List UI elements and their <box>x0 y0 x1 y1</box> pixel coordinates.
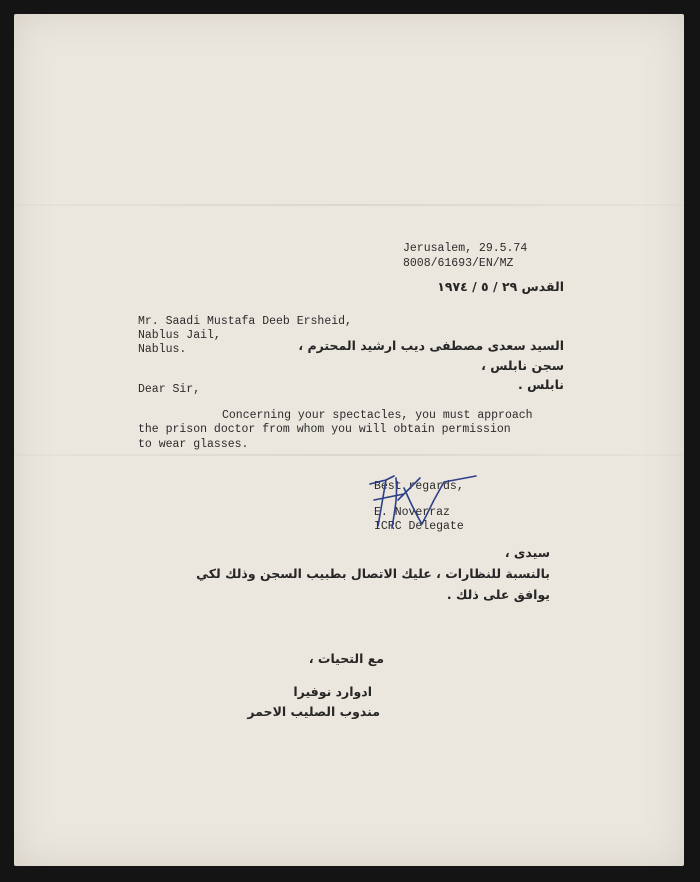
recipient-name: Mr. Saadi Mustafa Deeb Ersheid, <box>138 315 352 328</box>
arabic-body-line: يوافق على ذلك . <box>446 587 550 602</box>
arabic-signer-title: مندوب الصليب الاحمر <box>247 704 380 719</box>
arabic-closing: مع التحيات ، <box>308 651 384 666</box>
signer-title: ICRC Delegate <box>374 520 464 533</box>
recipient-line-2: Nablus Jail, <box>138 329 221 342</box>
signer-name: E. Noverraz <box>374 506 450 519</box>
body-line: the prison doctor from whom you will obtain permission <box>138 423 511 436</box>
place-date: Jerusalem, 29.5.74 <box>403 242 528 255</box>
letter-page <box>14 14 684 866</box>
recipient-line-3: Nablus. <box>138 343 187 356</box>
reference-number: 8008/61693/EN/MZ <box>403 257 514 270</box>
paper-fold <box>14 454 684 456</box>
arabic-signer-name: ادوارد نوفيرا <box>293 684 372 699</box>
arabic-salutation: سيدى ، <box>504 545 550 560</box>
body-line: Concerning your spectacles, you must approach <box>222 409 533 422</box>
arabic-body-line: بالنسبة للنظارات ، عليك الاتصال بطبيب السجن وذلك لكي <box>196 566 550 581</box>
closing: Best regards, <box>374 480 464 493</box>
arabic-recipient-line-3: نابلس . <box>518 377 564 392</box>
paper-fold <box>14 204 684 206</box>
handwritten-signature <box>364 470 484 540</box>
arabic-recipient-line-2: سجن نابلس ، <box>481 358 564 373</box>
arabic-recipient-name: السيد سعدى مصطفى ديب ارشيد المحترم ، <box>298 338 564 353</box>
body-line: to wear glasses. <box>138 438 249 451</box>
salutation: Dear Sir, <box>138 383 201 396</box>
arabic-date: القدس ٢٩ / ٥ / ١٩٧٤ <box>437 279 564 294</box>
